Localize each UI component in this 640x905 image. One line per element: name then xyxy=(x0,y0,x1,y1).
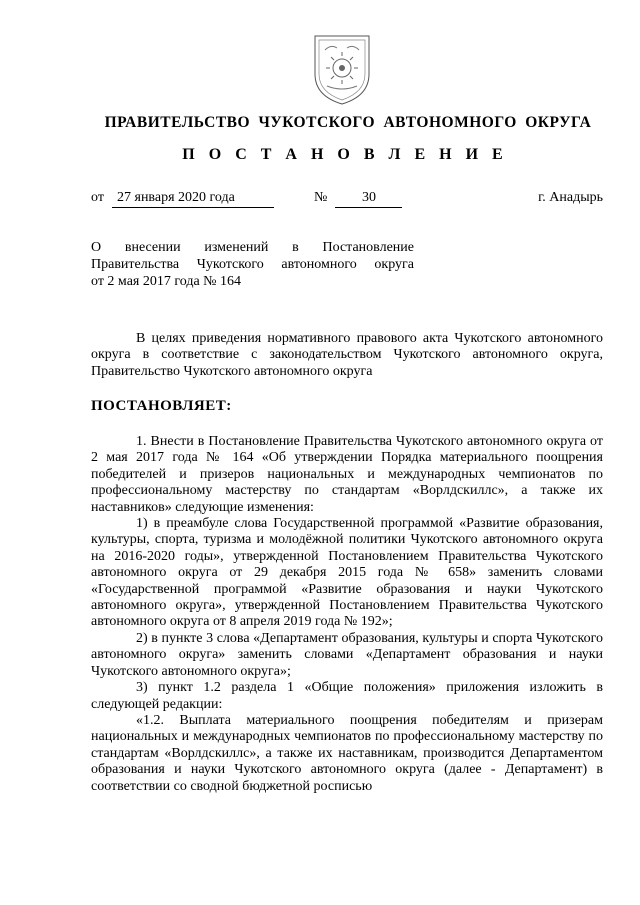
resolution-paragraph: «1.2. Выплата материального поощрения победителям и призерам национальных и международных чемпионатов по профессиональному мастерству по стандартам «Ворлдскиллс», а также их наставникам, производится Департаментом образования и науки Чукотского автономного округа (далее - Департамент) в соответствии со сводной бюджетной росписью xyxy=(91,712,603,794)
document-city: г. Анадырь xyxy=(538,190,603,205)
document-date: 27 января 2020 года xyxy=(112,190,274,208)
document-type-title: П О С Т А Н О В Л Е Н И Е xyxy=(182,146,508,163)
resolution-paragraph: 3) пункт 1.2 раздела 1 «Общие положения» приложения изложить в следующей редакции: xyxy=(91,680,603,712)
resolution-paragraph: 1. Внести в Постановление Правительства Чукотского автономного округа от 2 мая 2017 года № 164 «Об утверждении Порядка материального поощрения победителей и призеров национальных и международных чемпионатов по профессиональному мастерству по стандартам «Ворлдскиллс», а также их наставников» следующие изменения: xyxy=(91,434,603,515)
document-number: 30 xyxy=(335,190,402,208)
resolution-body xyxy=(91,434,603,795)
preamble-paragraph: В целях приведения нормативного правового акта Чукотского автономного округа в соответствие с законодательством Чукотского автономного округа, Правительство Чукотского автономного округа xyxy=(91,331,603,379)
government-title: ПРАВИТЕЛЬСТВО ЧУКОТСКОГО АВТОНОМНОГО ОКРУГА xyxy=(104,114,592,131)
preamble-text xyxy=(91,331,603,380)
date-label: от xyxy=(91,190,104,205)
resolves-heading: ПОСТАНОВЛЯЕТ: xyxy=(91,398,232,414)
document-meta-row xyxy=(91,190,603,212)
subject-line: Правительства Чукотского автономного округа xyxy=(91,257,414,272)
subject-line: от 2 мая 2017 года № 164 xyxy=(91,274,242,289)
subject-line: О внесении изменений в Постановление xyxy=(91,240,414,255)
chukotka-coat-of-arms-icon xyxy=(307,30,377,108)
resolution-paragraph: 2) в пункте 3 слова «Департамент образования, культуры и спорта Чукотского автономного округа» заменить словами «Департамент образования и науки Чукотского автономного округа»; xyxy=(91,630,603,679)
number-label: № xyxy=(314,190,328,205)
resolution-paragraph: 1) в преамбуле слова Государственной программой «Развитие образования, культуры, спорта, туризма и молодёжной политики Чукотского автономного округа на 2016-2020 годы», утвержденной Постановлением Правительства Чукотского автономного округа от 29 декабря 2015 года № 658» заменить словами «Государственной программой «Развитие образования и науки Чукотского автономного округа», утвержденной Постановлением Правительства Чукотского автономного округа от 8 апреля 2019 года № 192»; xyxy=(91,516,603,630)
document-subject xyxy=(91,239,414,290)
